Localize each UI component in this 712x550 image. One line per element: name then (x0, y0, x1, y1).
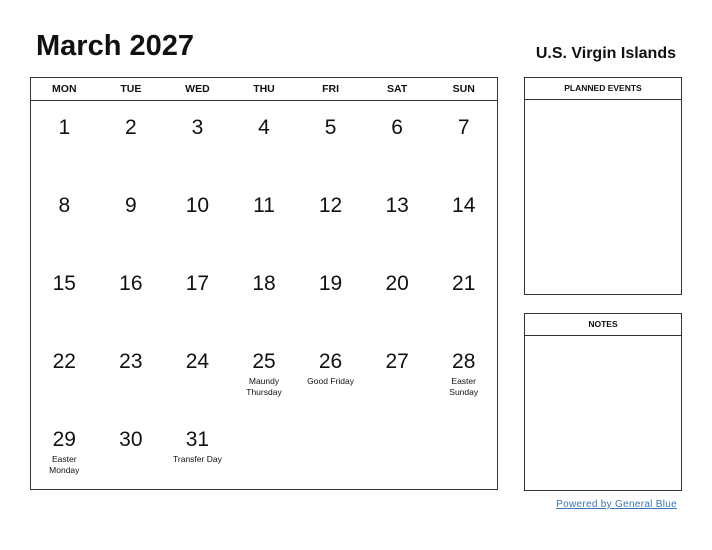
page-title: March 2027 (36, 30, 194, 62)
day-number: 30 (119, 428, 143, 451)
day-cell (364, 179, 431, 257)
day-cell (364, 335, 431, 413)
day-number: 16 (119, 272, 143, 295)
day-cell (297, 335, 364, 413)
day-number: 4 (258, 116, 270, 139)
day-cell (31, 413, 98, 491)
notes-panel (524, 313, 682, 491)
holiday-label: Easter Sunday (449, 376, 479, 397)
day-cell (297, 257, 364, 335)
day-cell (98, 257, 165, 335)
day-cell (430, 335, 497, 413)
day-number: 11 (253, 194, 275, 217)
day-number: 2 (125, 116, 137, 139)
holiday-label: Easter Monday (49, 454, 80, 475)
day-cell (231, 179, 298, 257)
day-number: 17 (185, 272, 210, 295)
day-number: 24 (185, 350, 210, 373)
notes-heading: NOTES (525, 314, 681, 336)
day-cell (231, 413, 298, 491)
day-cell (31, 101, 98, 179)
region-label: U.S. Virgin Islands (535, 45, 676, 62)
day-number: 12 (318, 194, 343, 217)
day-number: 31 (185, 428, 210, 451)
day-number: 13 (385, 194, 409, 217)
day-number: 22 (52, 350, 76, 373)
day-cell (31, 257, 98, 335)
day-cell (297, 101, 364, 179)
day-number: 10 (185, 194, 210, 217)
day-cell (164, 101, 231, 179)
day-cell (164, 413, 231, 491)
day-number: 23 (119, 350, 143, 373)
day-number: 28 (452, 350, 476, 373)
weekday-label: SUN (452, 83, 475, 95)
day-cell (430, 257, 497, 335)
day-number: 21 (452, 272, 476, 295)
day-number: 8 (58, 194, 71, 217)
day-number: 14 (452, 194, 476, 217)
weekday-label: FRI (322, 83, 340, 95)
day-cell (31, 179, 98, 257)
day-number: 25 (252, 350, 276, 373)
weekday-label: SAT (387, 83, 408, 95)
day-cell (364, 101, 431, 179)
day-number: 26 (318, 350, 343, 373)
calendar-grid (30, 77, 498, 490)
day-number: 19 (318, 272, 343, 295)
day-number: 3 (191, 116, 204, 139)
day-cell (430, 101, 497, 179)
day-cell (98, 335, 165, 413)
day-cell (231, 335, 298, 413)
calendar-body (31, 101, 497, 491)
day-number: 29 (52, 428, 76, 451)
day-cell (231, 257, 298, 335)
day-number: 18 (252, 272, 276, 295)
day-number: 9 (125, 194, 137, 217)
day-cell (297, 413, 364, 491)
day-cell (297, 179, 364, 257)
holiday-label: Good Friday (307, 376, 354, 386)
day-cell (430, 413, 497, 491)
weekday-label: MON (52, 83, 77, 95)
day-cell (98, 413, 165, 491)
day-number: 15 (52, 272, 76, 295)
powered-by-link[interactable]: Powered by General Blue (556, 499, 677, 510)
day-number: 27 (385, 350, 409, 373)
day-cell (231, 101, 298, 179)
day-cell (31, 335, 98, 413)
holiday-label: Transfer Day (173, 454, 222, 464)
day-cell (164, 335, 231, 413)
weekday-label: WED (185, 83, 210, 95)
holiday-label: Maundy Thursday (246, 376, 282, 397)
day-number: 1 (58, 116, 71, 139)
day-cell (164, 257, 231, 335)
planned-events-heading: PLANNED EVENTS (525, 78, 681, 100)
weekday-label: THU (253, 83, 275, 95)
day-cell (98, 179, 165, 257)
day-number: 6 (391, 116, 403, 139)
day-number: 5 (324, 116, 337, 139)
day-cell (364, 413, 431, 491)
day-cell (364, 257, 431, 335)
weekday-header (31, 78, 497, 101)
weekday-label: TUE (120, 83, 142, 95)
day-cell (164, 179, 231, 257)
day-number: 20 (385, 272, 409, 295)
day-cell (430, 179, 497, 257)
day-number: 7 (457, 116, 470, 139)
day-cell (98, 101, 165, 179)
planned-events-panel (524, 77, 682, 295)
